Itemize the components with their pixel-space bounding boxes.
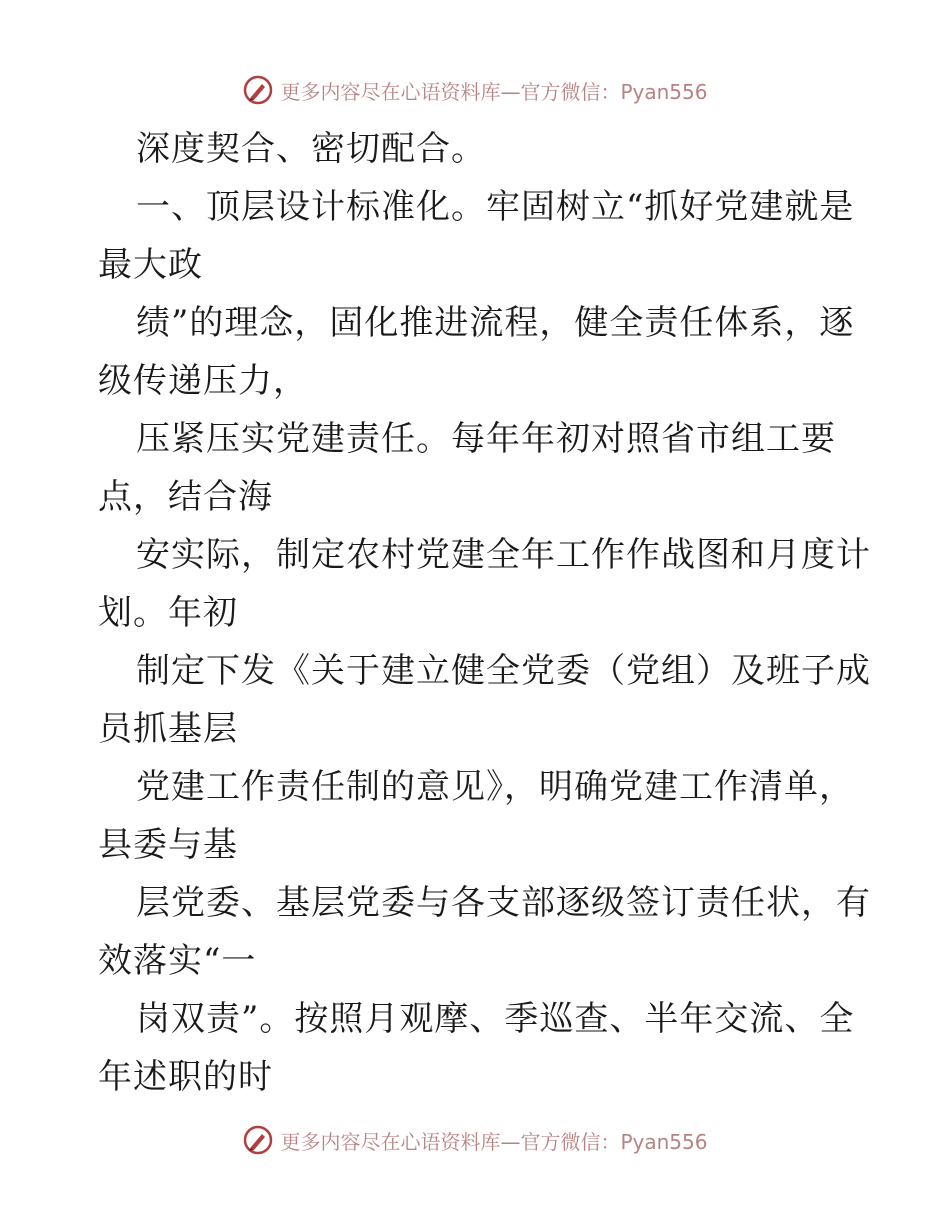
text-line: 年述职的时 [98, 1057, 273, 1097]
text-line: 员抓基层 [98, 709, 238, 749]
text-line: 级传递压力， [98, 361, 308, 401]
text-line: 深度契合、密切配合。 [136, 129, 486, 169]
header-watermark-text: 更多内容尽在心语资料库—官方微信：Pyan556 [280, 79, 708, 104]
header-watermark [0, 70, 950, 110]
text-line: 最大政 [98, 245, 203, 285]
text-line: 制定下发《关于建立健全党委（党组）及班子成 [136, 651, 871, 691]
text-line: 点，结合海 [98, 477, 273, 517]
document-body [98, 120, 871, 1106]
text-line: 党建工作责任制的意见》，明确党建工作清单， [136, 767, 854, 807]
text-line: 岗双责”。按照月观摩、季巡查、半年交流、全 [136, 999, 855, 1039]
text-line: 绩”的理念，固化推进流程，健全责任体系，逐 [136, 303, 855, 343]
text-line: 层党委、基层党委与各支部逐级签订责任状，有 [136, 883, 871, 923]
text-line: 一、顶层设计标准化。牢固树立“抓好党建就是 [136, 187, 855, 227]
footer-watermark-text: 更多内容尽在心语资料库—官方微信：Pyan556 [280, 1129, 708, 1154]
text-line: 县委与基 [98, 825, 238, 865]
text-line: 划。年初 [98, 593, 238, 633]
text-line: 压紧压实党建责任。每年年初对照省市组工要 [136, 419, 836, 459]
text-line: 效落实“一 [98, 941, 257, 981]
pen-circle-logo-icon [242, 1124, 274, 1156]
pen-circle-logo-icon [242, 74, 274, 106]
text-line: 安实际，制定农村党建全年工作作战图和月度计 [136, 535, 871, 575]
footer-watermark [0, 1120, 950, 1160]
